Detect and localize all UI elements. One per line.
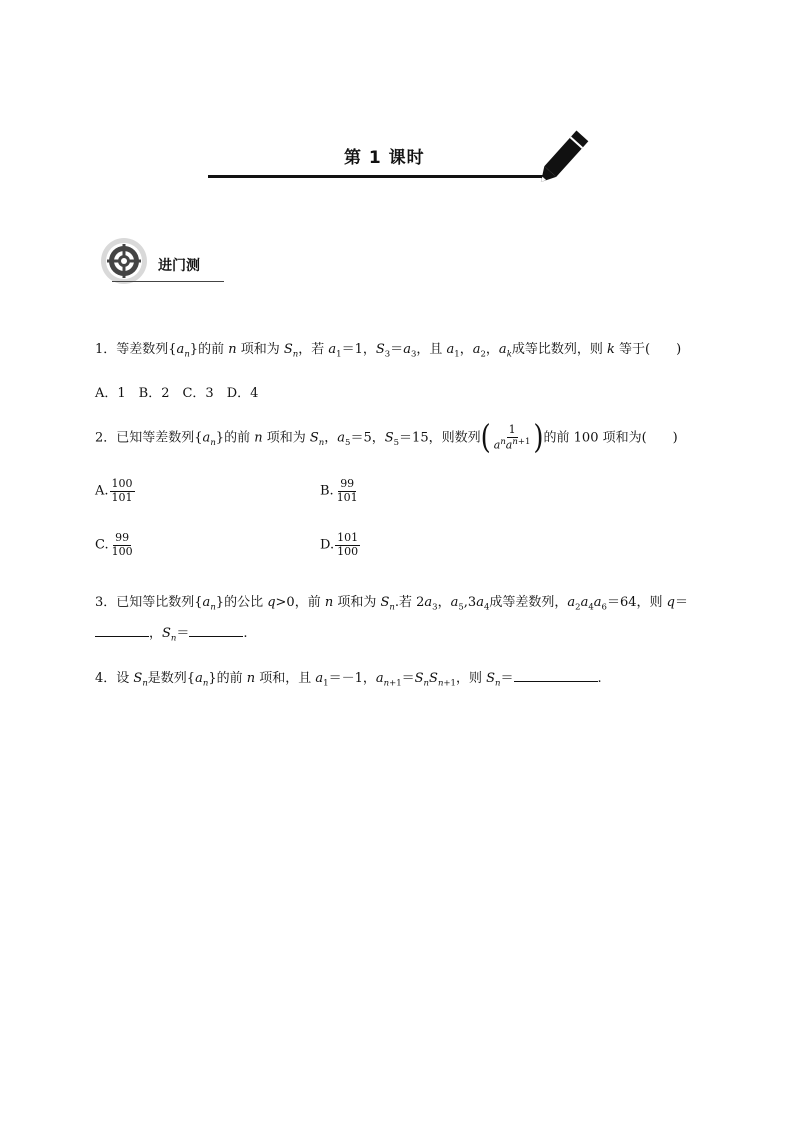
title-underline <box>208 175 553 178</box>
question-3-answer-line: ，$S_n=$ . <box>95 622 248 644</box>
section-underline <box>112 281 224 282</box>
question-1-stem: 1．等差数列$\{a_n\}$的前 n 项和为 $S_n$，若 $a_1=1$，$S_3=a_3$，且 $a_1$，$a_2$，$a_k$成等比数列，则 k 等于( ) <box>95 342 682 360</box>
answer-blank-q4[interactable] <box>514 669 598 682</box>
question-3-stem: 3．已知等比数列$\{a_n\}$的公比 q>0，前 n 项和为 $S_n$.若 $2a_3$，$a_5,3a_4$成等差数列，$a_2a_4a_6=64$，则 q＝ <box>95 595 688 613</box>
pencil-icon <box>538 124 596 182</box>
question-2-option-c[interactable]: C. $\frac{99}{100}$ <box>95 531 133 558</box>
question-2-option-b[interactable]: B. $\frac{99}{101}$ <box>320 477 358 504</box>
answer-blank-q[interactable] <box>95 624 149 637</box>
question-2-option-d[interactable]: D. $\frac{101}{100}$ <box>320 531 359 558</box>
question-1-options: A．1 B．2 C．3 D．4 <box>95 386 259 401</box>
section-label: 进门测 <box>158 258 200 274</box>
answer-blank-sn[interactable] <box>189 624 243 637</box>
target-icon <box>100 237 148 285</box>
question-2-stem: 2．已知等差数列$\{a_n\}$的前 n 项和为 $S_n$，$a_5=5$，$S_5=15$，则数列( $\frac{1}{a^na^{n+1}}$ )的前 100 项和为( ) <box>95 419 678 457</box>
question-2-option-a[interactable]: A. $\frac{100}{101}$ <box>95 477 133 504</box>
question-4-stem: 4．设 $S_n$是数列$\{a_n\}$的前 n 项和，且 $a_1=-1$，$a_{n+1}=S_nS_{n+1}$，则 $S_n=$ . <box>95 671 602 689</box>
page-title: 第 1 课时 <box>344 148 425 168</box>
sequence-fraction: $\frac{1}{a^na^{n+1}}$ <box>493 423 531 452</box>
